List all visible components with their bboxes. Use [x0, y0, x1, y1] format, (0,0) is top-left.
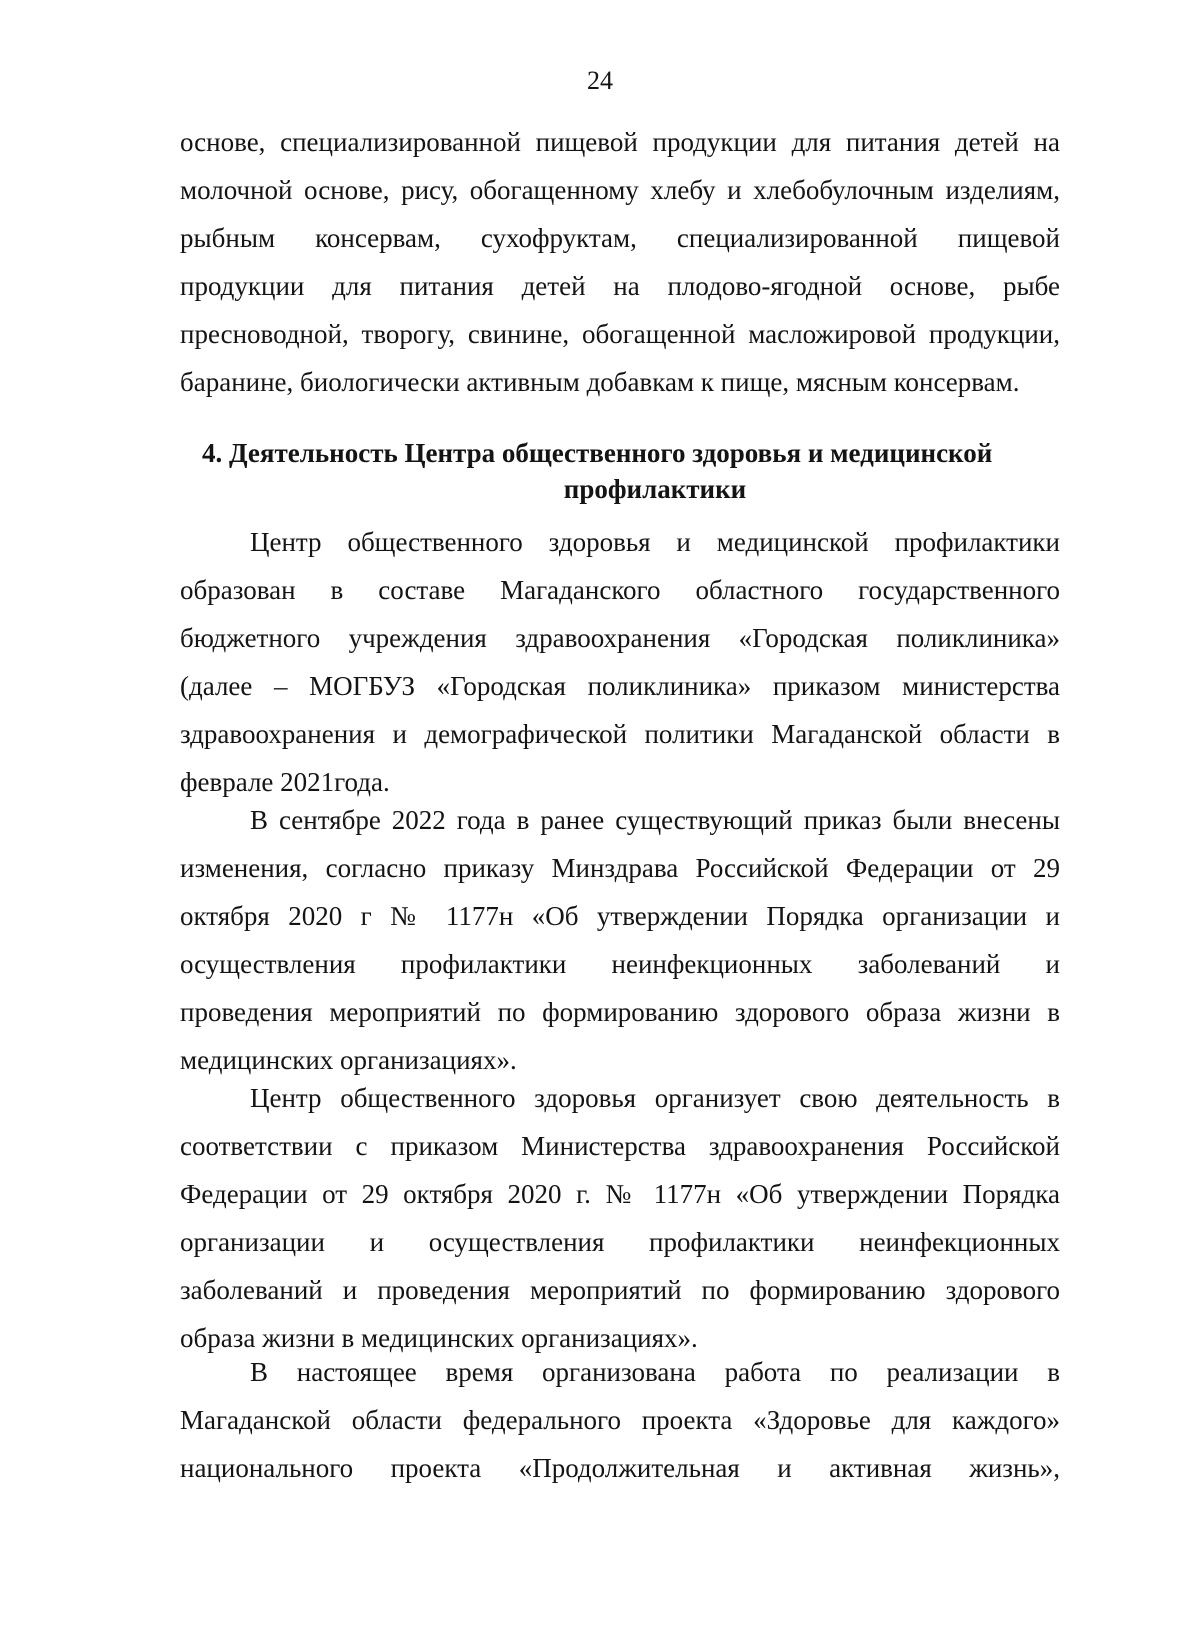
text-line: продукции для питания детей на плодово-ягодной основе, рыбе	[180, 271, 1060, 301]
text-line: феврале 2021года.	[180, 767, 390, 797]
paragraph-4	[180, 1348, 1060, 1492]
text-line: образован в составе Магаданского областного государственного	[180, 575, 1060, 605]
text-line: осуществления профилактики неинфекционных заболеваний и	[180, 949, 1060, 979]
intro-paragraph	[180, 118, 1060, 406]
section-heading	[180, 435, 1060, 507]
paragraph-3	[180, 1074, 1060, 1362]
text-line: октября 2020 г № 1177н «Об утверждении Порядка организации и	[180, 901, 1060, 931]
section-heading-line: профилактики	[563, 474, 747, 504]
text-line: здравоохранения и демографической политики Магаданской области в	[180, 719, 1060, 749]
text-line: В настоящее время организована работа по реализации в	[250, 1357, 1060, 1387]
text-line: (далее – МОГБУЗ «Городская поликлиника» приказом министерства	[180, 671, 1060, 701]
text-line: организации и осуществления профилактики неинфекционных	[180, 1227, 1060, 1257]
text-line: пресноводной, творогу, свинине, обогащенной масложировой продукции,	[180, 319, 1060, 349]
text-line: Федерации от 29 октября 2020 г. № 1177н «Об утверждении Порядка	[180, 1179, 1060, 1209]
text-line: проведения мероприятий по формированию здорового образа жизни в	[180, 997, 1060, 1027]
text-line: медицинских организациях».	[180, 1045, 517, 1075]
text-line: Центр общественного здоровья организует свою деятельность в	[250, 1083, 1060, 1113]
page-number: 24	[587, 66, 613, 95]
text-line: баранине, биологически активным добавкам к пище, мясным консервам.	[180, 367, 1020, 397]
text-line: соответствии с приказом Министерства здравоохранения Российской	[180, 1131, 1060, 1161]
text-line: образа жизни в медицинских организациях».	[180, 1323, 698, 1353]
text-line: изменения, согласно приказу Минздрава Российской Федерации от 29	[180, 853, 1060, 883]
text-line: Магаданской области федерального проекта «Здоровье для каждого»	[180, 1405, 1060, 1435]
text-line: бюджетного учреждения здравоохранения «Городская поликлиника»	[180, 623, 1060, 653]
text-line: заболеваний и проведения мероприятий по формированию здорового	[180, 1275, 1060, 1305]
text-line: рыбным консервам, сухофруктам, специализированной пищевой	[180, 223, 1060, 253]
paragraph-2	[180, 796, 1060, 1084]
text-line: Центр общественного здоровья и медицинской профилактики	[250, 527, 1060, 557]
text-line: основе, специализированной пищевой продукции для питания детей на	[180, 127, 1060, 157]
text-line: национального проекта «Продолжительная и активная жизнь»,	[180, 1453, 1060, 1483]
text-line: В сентябре 2022 года в ранее существующий приказ были внесены	[250, 805, 1060, 835]
paragraph-1	[180, 518, 1060, 806]
section-heading-line: 4. Деятельность Центра общественного здоровья и медицинской	[202, 438, 993, 468]
text-line: молочной основе, рису, обогащенному хлебу и хлебобулочным изделиям,	[180, 175, 1060, 205]
